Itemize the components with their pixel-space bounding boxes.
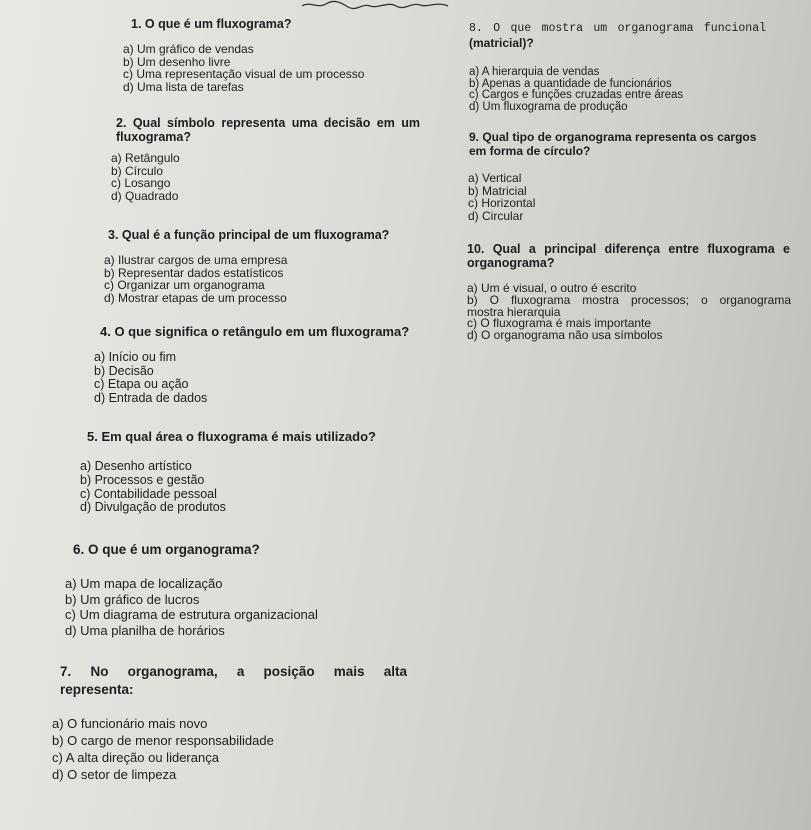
option-c[interactable]: c) Organizar um organograma <box>104 278 265 292</box>
question-6 <box>73 541 260 559</box>
question-9 <box>469 130 756 158</box>
option-a[interactable]: a) Vertical <box>468 171 522 185</box>
question-9-options <box>468 172 535 222</box>
question-3-title: 3. Qual é a função principal de um fluxograma? <box>108 228 390 242</box>
option-d[interactable]: d) Circular <box>468 208 524 223</box>
question-10-title-line2: organograma? <box>467 256 555 270</box>
option-b-continued: mostra hierarquia <box>467 304 561 319</box>
question-5-title: 5. Em qual área o fluxograma é mais utilizado? <box>87 429 376 444</box>
question-1-options <box>123 43 364 93</box>
option-b[interactable]: b) Um desenho livre <box>123 54 231 69</box>
question-10-title-line1: 10. Qual a principal diferença entre fluxograma e <box>467 242 790 256</box>
question-8-options <box>469 67 683 113</box>
question-8-title-line2: (matricial)? <box>469 36 534 50</box>
option-c[interactable]: c) Etapa ou ação <box>94 377 189 391</box>
option-d[interactable]: d) Mostrar etapas de um processo <box>104 290 287 305</box>
option-c[interactable]: c) Um diagrama de estrutura organizacional <box>65 607 318 622</box>
option-b[interactable]: b) Representar dados estatísticos <box>104 265 284 280</box>
option-a[interactable]: a) O funcionário mais novo <box>52 716 208 731</box>
question-4 <box>100 325 409 339</box>
option-c[interactable]: c) Cargos e funções cruzadas entre áreas <box>469 89 684 101</box>
question-9-title-line2: em forma de círculo? <box>469 144 591 158</box>
option-b[interactable]: b) Decisão <box>94 363 154 378</box>
option-b[interactable]: b) Um gráfico de lucros <box>65 591 200 607</box>
question-9-title-line1: 9. Qual tipo de organograma representa os cargos <box>469 130 757 144</box>
question-6-title: 6. O que é um organograma? <box>73 542 260 557</box>
option-c[interactable]: c) Uma representação visual de um processo <box>123 67 365 81</box>
option-a[interactable]: a) Um é visual, o outro é escrito <box>467 281 637 295</box>
option-a[interactable]: a) Um mapa de localização <box>65 576 223 591</box>
option-d[interactable]: d) Divulgação de produtos <box>80 500 226 515</box>
question-7-title-line2: representa: <box>60 682 134 697</box>
option-b[interactable]: b) O cargo de menor responsabilidade <box>52 733 274 748</box>
option-c[interactable]: c) A alta direção ou liderança <box>52 750 219 765</box>
option-b[interactable]: b) Matricial <box>468 183 527 198</box>
option-d[interactable]: d) O organograma não usa símbolos <box>467 328 663 343</box>
question-2 <box>116 116 420 144</box>
option-a[interactable]: a) Desenho artístico <box>80 459 192 473</box>
question-4-options <box>94 351 207 405</box>
question-6-options <box>65 576 318 638</box>
option-d[interactable]: d) Uma planilha de horários <box>65 622 225 638</box>
option-a[interactable]: a) Início ou fim <box>94 350 176 364</box>
option-a[interactable]: a) Ilustrar cargos de uma empresa <box>104 253 288 267</box>
option-c[interactable]: c) Contabilidade pessoal <box>80 486 217 501</box>
option-d[interactable]: d) Entrada de dados <box>94 390 208 405</box>
question-5-options <box>80 460 226 515</box>
option-b[interactable]: b) O fluxograma mostra processos; o organograma <box>467 292 791 307</box>
question-2-title-line2: fluxograma? <box>116 130 192 144</box>
question-10-options <box>467 283 791 342</box>
option-a[interactable]: a) A hierarquia de vendas <box>469 66 600 78</box>
question-5 <box>87 430 376 444</box>
option-b[interactable]: b) Processos e gestão <box>80 472 205 487</box>
option-c[interactable]: c) Horizontal <box>468 196 536 210</box>
option-d[interactable]: d) O setor de limpeza <box>52 767 177 782</box>
option-c[interactable]: c) O fluxograma é mais importante <box>467 316 652 331</box>
question-2-title-line1: 2. Qual símbolo representa uma decisão em um <box>116 116 420 130</box>
question-7-options <box>52 715 274 783</box>
option-d[interactable]: d) Um fluxograma de produção <box>469 100 628 113</box>
question-7 <box>60 663 407 699</box>
option-a[interactable]: a) Retângulo <box>111 151 180 165</box>
question-4-title: 4. O que significa o retângulo em um fluxograma? <box>100 324 410 339</box>
question-8-title-line1: 8. O que mostra um organograma funcional <box>469 22 766 35</box>
handwritten-scribble <box>300 0 450 10</box>
option-b[interactable]: b) Apenas a quantidade de funcionários <box>469 77 672 90</box>
option-d[interactable]: d) Quadrado <box>111 188 179 203</box>
question-1 <box>131 17 291 31</box>
question-8 <box>469 22 766 50</box>
question-3-options <box>104 254 287 304</box>
option-d[interactable]: d) Uma lista de tarefas <box>123 79 244 94</box>
question-7-title-line1: 7. No organograma, a posição mais alta <box>60 664 407 679</box>
question-1-title: 1. O que é um fluxograma? <box>131 17 292 31</box>
question-2-options <box>111 152 180 202</box>
option-b[interactable]: b) Círculo <box>111 163 164 178</box>
option-a[interactable]: a) Um gráfico de vendas <box>123 42 254 56</box>
question-3 <box>108 228 389 242</box>
option-c[interactable]: c) Losango <box>111 176 171 190</box>
question-10 <box>467 242 790 270</box>
